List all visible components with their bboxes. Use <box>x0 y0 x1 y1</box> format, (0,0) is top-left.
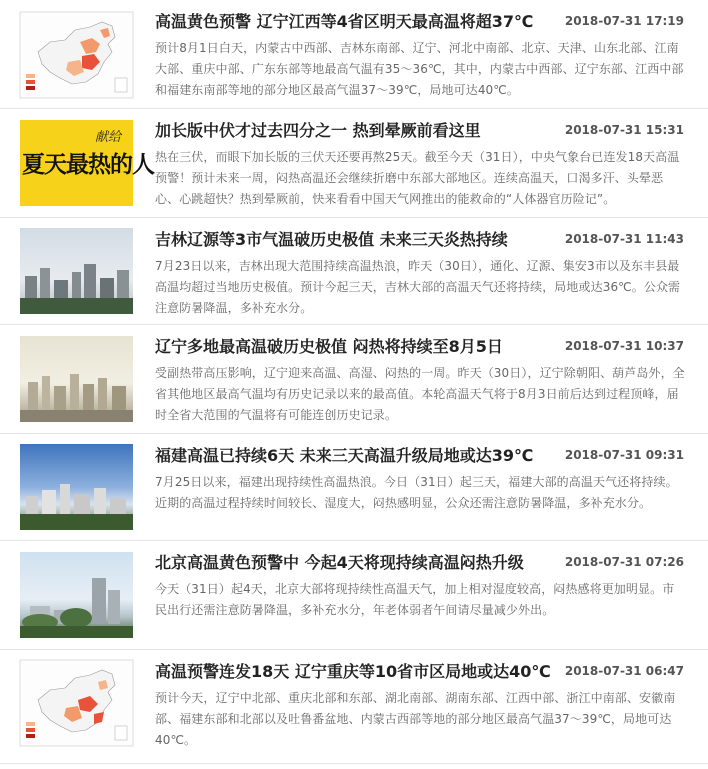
news-summary: 热在三伏，而眼下加长版的三伏天还要再熬25天。截至今天（31日），中央气象台已连发18天高温预警！预计未来一周，闷热高温还会继续折磨中东部大部地区。连续高温天，口渴多汗、头晕恶心、心跳超快？热到晕厥前，快来看看中国天气网推出的能救命的“人体器官历险记”。 <box>155 150 680 206</box>
news-title[interactable]: 高温预警连发18天 辽宁重庆等10省市区局地或达40℃ <box>155 662 551 681</box>
news-summary: 预计今天，辽宁中北部、重庆北部和东部、湖北南部、湖南东部、江西中部、浙江中南部、安徽南部、福建东部和北部以及吐鲁番盆地、内蒙古西部等地的部分地区最高气温37～39℃，局地可达40℃。 <box>155 691 676 747</box>
news-title[interactable]: 北京高温黄色预警中 今起4天将现持续高温闷热升级 <box>155 553 524 572</box>
news-time: 2018-07-31 09:31 <box>564 448 684 462</box>
news-title[interactable]: 加长版中伏才过去四分之一 热到晕厥前看这里 <box>155 121 481 140</box>
news-thumbnail-photo[interactable] <box>20 336 133 422</box>
news-thumbnail-photo[interactable] <box>20 444 133 530</box>
news-title[interactable]: 辽宁多地最高温破历史极值 闷热将持续至8月5日 <box>155 337 503 356</box>
poster-caption: 献给 <box>94 130 121 145</box>
news-item[interactable] <box>0 109 708 218</box>
news-title[interactable]: 福建高温已持续6天 未来三天高温升级局地或达39℃ <box>155 446 534 465</box>
news-title[interactable]: 高温黄色预警 辽宁江西等4省区明天最高温将超37℃ <box>155 12 534 31</box>
news-thumbnail-poster[interactable] <box>20 120 154 206</box>
news-item[interactable] <box>0 434 708 541</box>
news-time: 2018-07-31 11:43 <box>564 232 684 246</box>
news-item[interactable] <box>0 541 708 650</box>
news-thumbnail-map[interactable] <box>20 660 133 746</box>
news-time: 2018-07-31 17:19 <box>564 14 684 28</box>
news-time: 2018-07-31 15:31 <box>564 123 684 137</box>
news-time: 2018-07-31 07:26 <box>564 555 684 569</box>
news-item[interactable] <box>0 325 708 434</box>
news-summary: 7月25日以来，福建出现持续性高温热浪。今日（31日）起三天，福建大部的高温天气还将持续。近期的高温过程持续时间较长、湿度大，闷热感明显，公众还需注意防暑降温，多补充水分。 <box>155 475 678 510</box>
news-summary: 7月23日以来，吉林出现大范围持续高温热浪，昨天（30日），通化、辽源、集安3市以及东丰县最高温均超过当地历史极值。预计今起三天，吉林大部的高温天气还将持续，局地或达36℃。公众需注意防暑降温，多补充水分。 <box>155 259 681 315</box>
poster-title: 夏天最热的人 <box>22 152 154 178</box>
news-item[interactable] <box>0 218 708 325</box>
news-item[interactable] <box>0 650 708 764</box>
news-summary: 今天（31日）起4天，北京大部将现持续性高温天气，加上相对湿度较高，闷热感将更加明显。市民出行还需注意防暑降温，多补充水分，年老体弱者午间请尽量减少外出。 <box>155 582 675 617</box>
news-thumbnail-photo[interactable] <box>20 228 133 314</box>
news-title[interactable]: 吉林辽源等3市气温破历史极值 未来三天炎热持续 <box>155 230 508 249</box>
news-summary: 受副热带高压影响，辽宁迎来高温、高湿、闷热的一周。昨天（30日），辽宁除朝阳、葫芦岛外，全省其他地区最高气温均有历史记录以来的最高值。本轮高温天气将于8月3日前后达到过程顶峰，届时全省大范围的气温将有可能连创历史记录。 <box>155 366 685 422</box>
news-thumbnail-photo[interactable] <box>20 552 133 638</box>
news-time: 2018-07-31 06:47 <box>564 664 684 678</box>
news-summary: 预计8月1日白天，内蒙古中西部、吉林东南部、辽宁、河北中南部、北京、天津、山东北部、江南大部、重庆中部、广东东部等地最高气温有35～36℃，其中，内蒙古中西部、辽宁东部、江西中部和福建东南部等地的部分地区最高气温37～39℃，局地可达40℃。 <box>155 41 684 97</box>
news-item[interactable] <box>0 0 708 109</box>
news-time: 2018-07-31 10:37 <box>564 339 684 353</box>
news-thumbnail-map[interactable] <box>20 12 133 98</box>
